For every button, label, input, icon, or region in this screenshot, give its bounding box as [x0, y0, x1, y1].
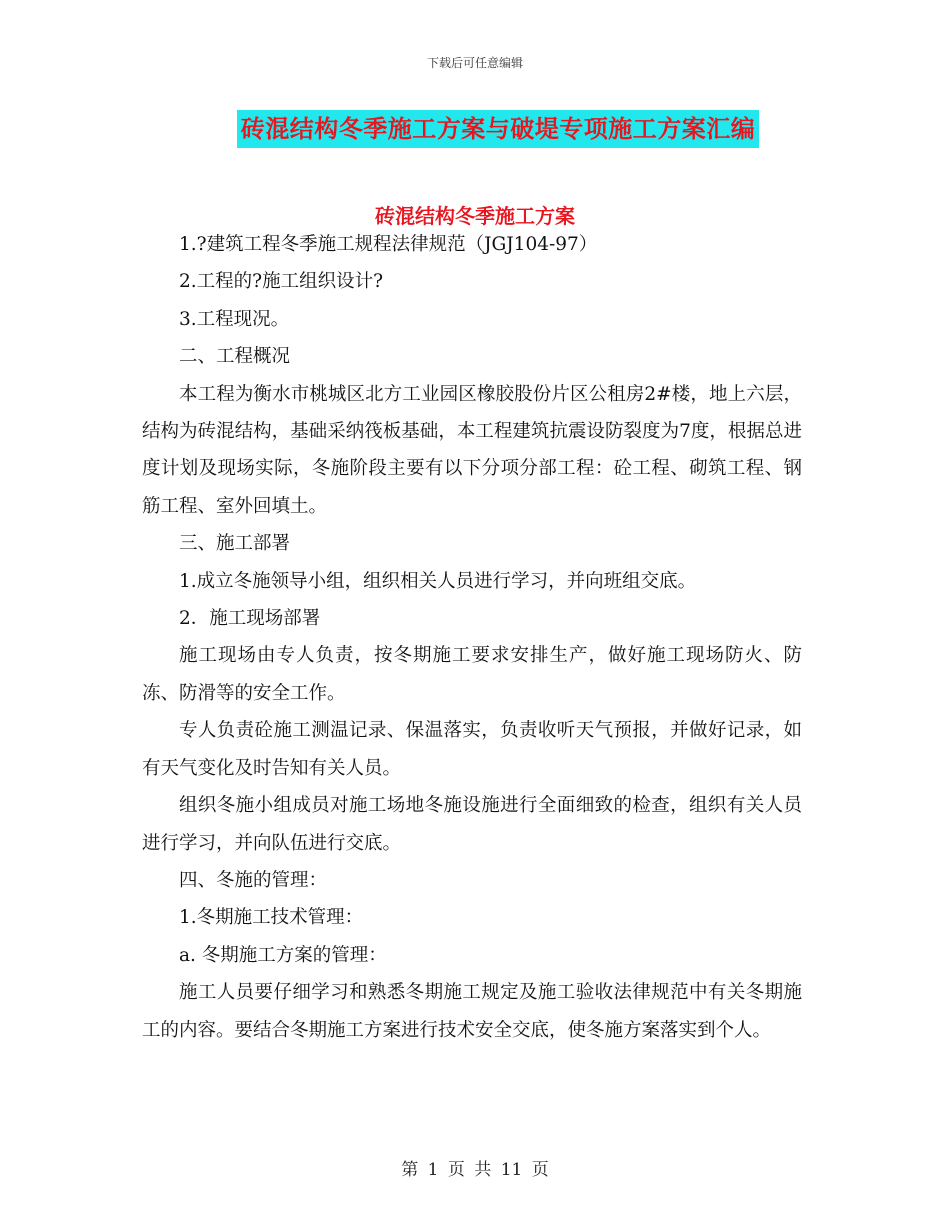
paragraph-site-deployment: 2．施工现场部署 [179, 608, 321, 630]
page-header-note: 下载后可任意编辑 [426, 56, 523, 70]
paragraph-staff-study: 施工人员要仔细学习和熟悉冬期施工规定及施工验收法律规范中有关冬期施工的内容。要结合冬期施工方案进行技术安全交底，使冬施方案落实到个人。 [142, 982, 802, 1041]
paragraph-inspection: 组织冬施小组成员对施工场地冬施设施进行全面细致的检查，组织有关人员进行学习，并向队伍进行交底。 [142, 795, 802, 854]
document-main-title: 砖混结构冬季施工方案与破堤专项施工方案汇编 [237, 110, 760, 148]
heading-winter-management: 四、冬施的管理： [179, 869, 328, 891]
page-number-footer: 第 1 页 共 11 页 [401, 1160, 549, 1180]
heading-project-overview: 二、工程概况 [179, 346, 291, 368]
paragraph-site-safety: 施工现场由专人负责，按冬期施工要求安排生产，做好施工现场防火、防冻、防滑等的安全工作。 [142, 645, 802, 704]
paragraph-reference-3: 3.工程现况。 [179, 308, 290, 330]
main-title-container [0, 110, 950, 148]
paragraph-reference-1: 1.?建筑工程冬季施工规程法律规范（JGJ104-97） [179, 234, 598, 255]
paragraph-plan-management: a. 冬期施工方案的管理： [179, 944, 387, 966]
heading-construction-deployment: 三、施工部署 [179, 533, 291, 555]
document-body [142, 224, 802, 1049]
paragraph-project-overview: 本工程为衡水市桃城区北方工业园区橡胶股份片区公租房2#楼，地上六层，结构为砖混结构，基础采纳筏板基础，本工程建筑抗震设防裂度为7度，根据总进度计划及现场实际，冬施阶段主要有以下分项分部工程：砼工程、砌筑工程、钢筋工程、室外回填土。 [142, 383, 802, 517]
paragraph-technical-management: 1.冬期施工技术管理： [179, 907, 364, 929]
paragraph-leadership-group: 1.成立冬施领导小组，组织相关人员进行学习，并向班组交底。 [179, 570, 697, 592]
paragraph-reference-2: 2.工程的?施工组织设计? [179, 271, 383, 293]
section-title: 砖混结构冬季施工方案 [375, 204, 575, 228]
paragraph-temperature-records: 专人负责砼施工测温记录、保温落实，负责收听天气预报，并做好记录，如有天气变化及时告知有关人员。 [142, 720, 802, 779]
